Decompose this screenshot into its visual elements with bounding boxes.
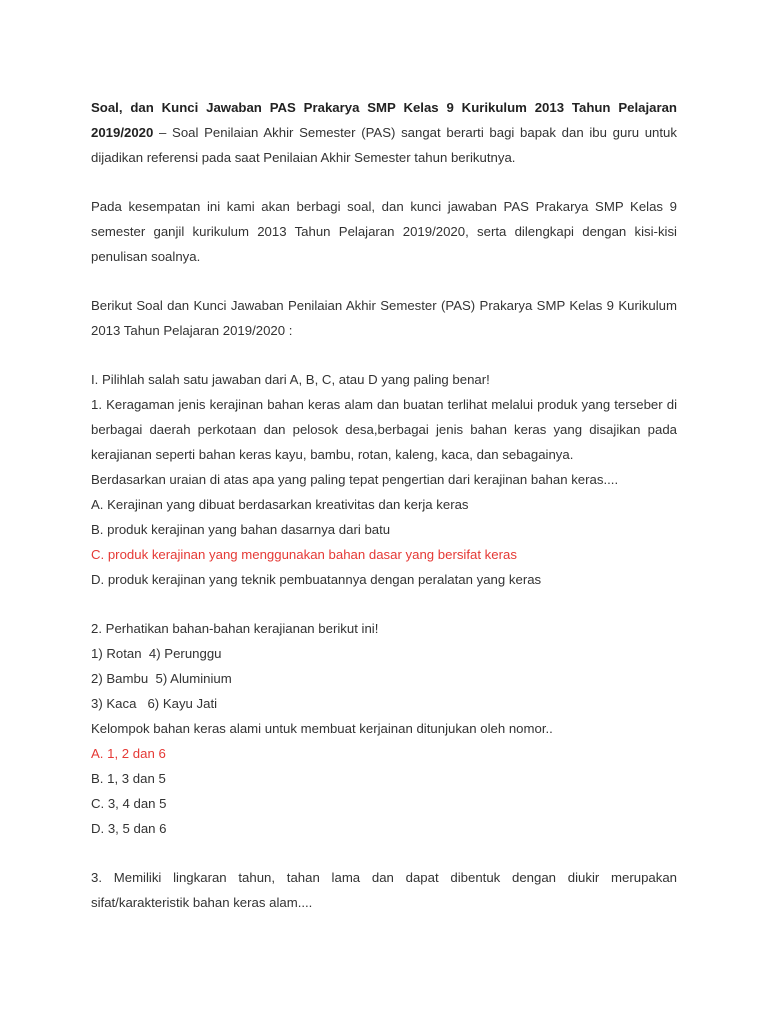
section-instruction: I. Pilihlah salah satu jawaban dari A, B, C, atau D yang paling benar! — [91, 372, 490, 387]
question-1-option-c-answer: C. produk kerajinan yang menggunakan bahan dasar yang bersifat keras — [91, 547, 517, 562]
paragraph-3: Berikut Soal dan Kunci Jawaban Penilaian Akhir Semester (PAS) Prakarya SMP Kelas 9 Kurikulum 2013 Tahun Pelajaran 2019/2020 : — [91, 298, 677, 338]
spacer — [91, 841, 677, 865]
question-2-item-row: 3) Kaca 6) Kayu Jati — [91, 696, 218, 711]
question-2-prompt: Kelompok bahan keras alami untuk membuat kerjainan ditunjukan oleh nomor.. — [91, 721, 553, 736]
question-2-option-b: B. 1, 3 dan 5 — [91, 771, 166, 786]
question-2-item-row: 2) Bambu 5) Aluminium — [91, 671, 232, 686]
question-2-option-d: D. 3, 5 dan 6 — [91, 821, 167, 836]
question-2-option-a-answer: A. 1, 2 dan 6 — [91, 746, 166, 761]
question-1-option-b: B. produk kerajinan yang bahan dasarnya dari batu — [91, 522, 391, 537]
question-1-option-a: A. Kerajinan yang dibuat berdasarkan kreativitas dan kerja keras — [91, 497, 469, 512]
question-2-text: 2. Perhatikan bahan-bahan kerajianan berikut ini! — [91, 621, 379, 636]
question-1-prompt: Berdasarkan uraian di atas apa yang paling tepat pengertian dari kerajinan bahan keras.... — [91, 472, 619, 487]
spacer — [91, 592, 677, 616]
question-1-text: 1. Keragaman jenis kerajinan bahan keras alam dan buatan terlihat melalui produk yang terseber di berbagai daerah perkotaan dan pelosok desa,berbagai jenis bahan keras yang disajikan pada kerajianan seperti bahan keras kayu, bambu, rotan, kaleng, kaca, dan sebagainya. — [91, 397, 677, 462]
document-title: Soal, dan Kunci Jawaban PAS Prakarya SMP Kelas 9 Kurikulum 2013 Tahun Pelajaran 2019/2020 — [91, 100, 677, 140]
spacer — [91, 343, 677, 367]
intro-paragraph — [91, 95, 677, 170]
question-1-option-d: D. produk kerajinan yang teknik pembuatannya dengan peralatan yang keras — [91, 572, 542, 587]
question-2-option-c: C. 3, 4 dan 5 — [91, 796, 167, 811]
paragraph-2: Pada kesempatan ini kami akan berbagi soal, dan kunci jawaban PAS Prakarya SMP Kelas 9 semester ganjil kurikulum 2013 Tahun Pelajaran 2019/2020, serta dilengkapi dengan kisi-kisi penulisan soalnya. — [91, 199, 677, 264]
question-3-text: 3. Memiliki lingkaran tahun, tahan lama dan dapat dibentuk dengan diukir merupakan sifat/karakteristik bahan keras alam.... — [91, 870, 677, 910]
spacer — [91, 269, 677, 293]
intro-text: – Soal Penilaian Akhir Semester (PAS) sangat berarti bagi bapak dan ibu guru untuk dijadikan referensi pada saat Penilaian Akhir Semester tahun berikutnya. — [91, 125, 677, 165]
spacer — [91, 170, 677, 194]
question-2-item-row: 1) Rotan 4) Perunggu — [91, 646, 222, 661]
